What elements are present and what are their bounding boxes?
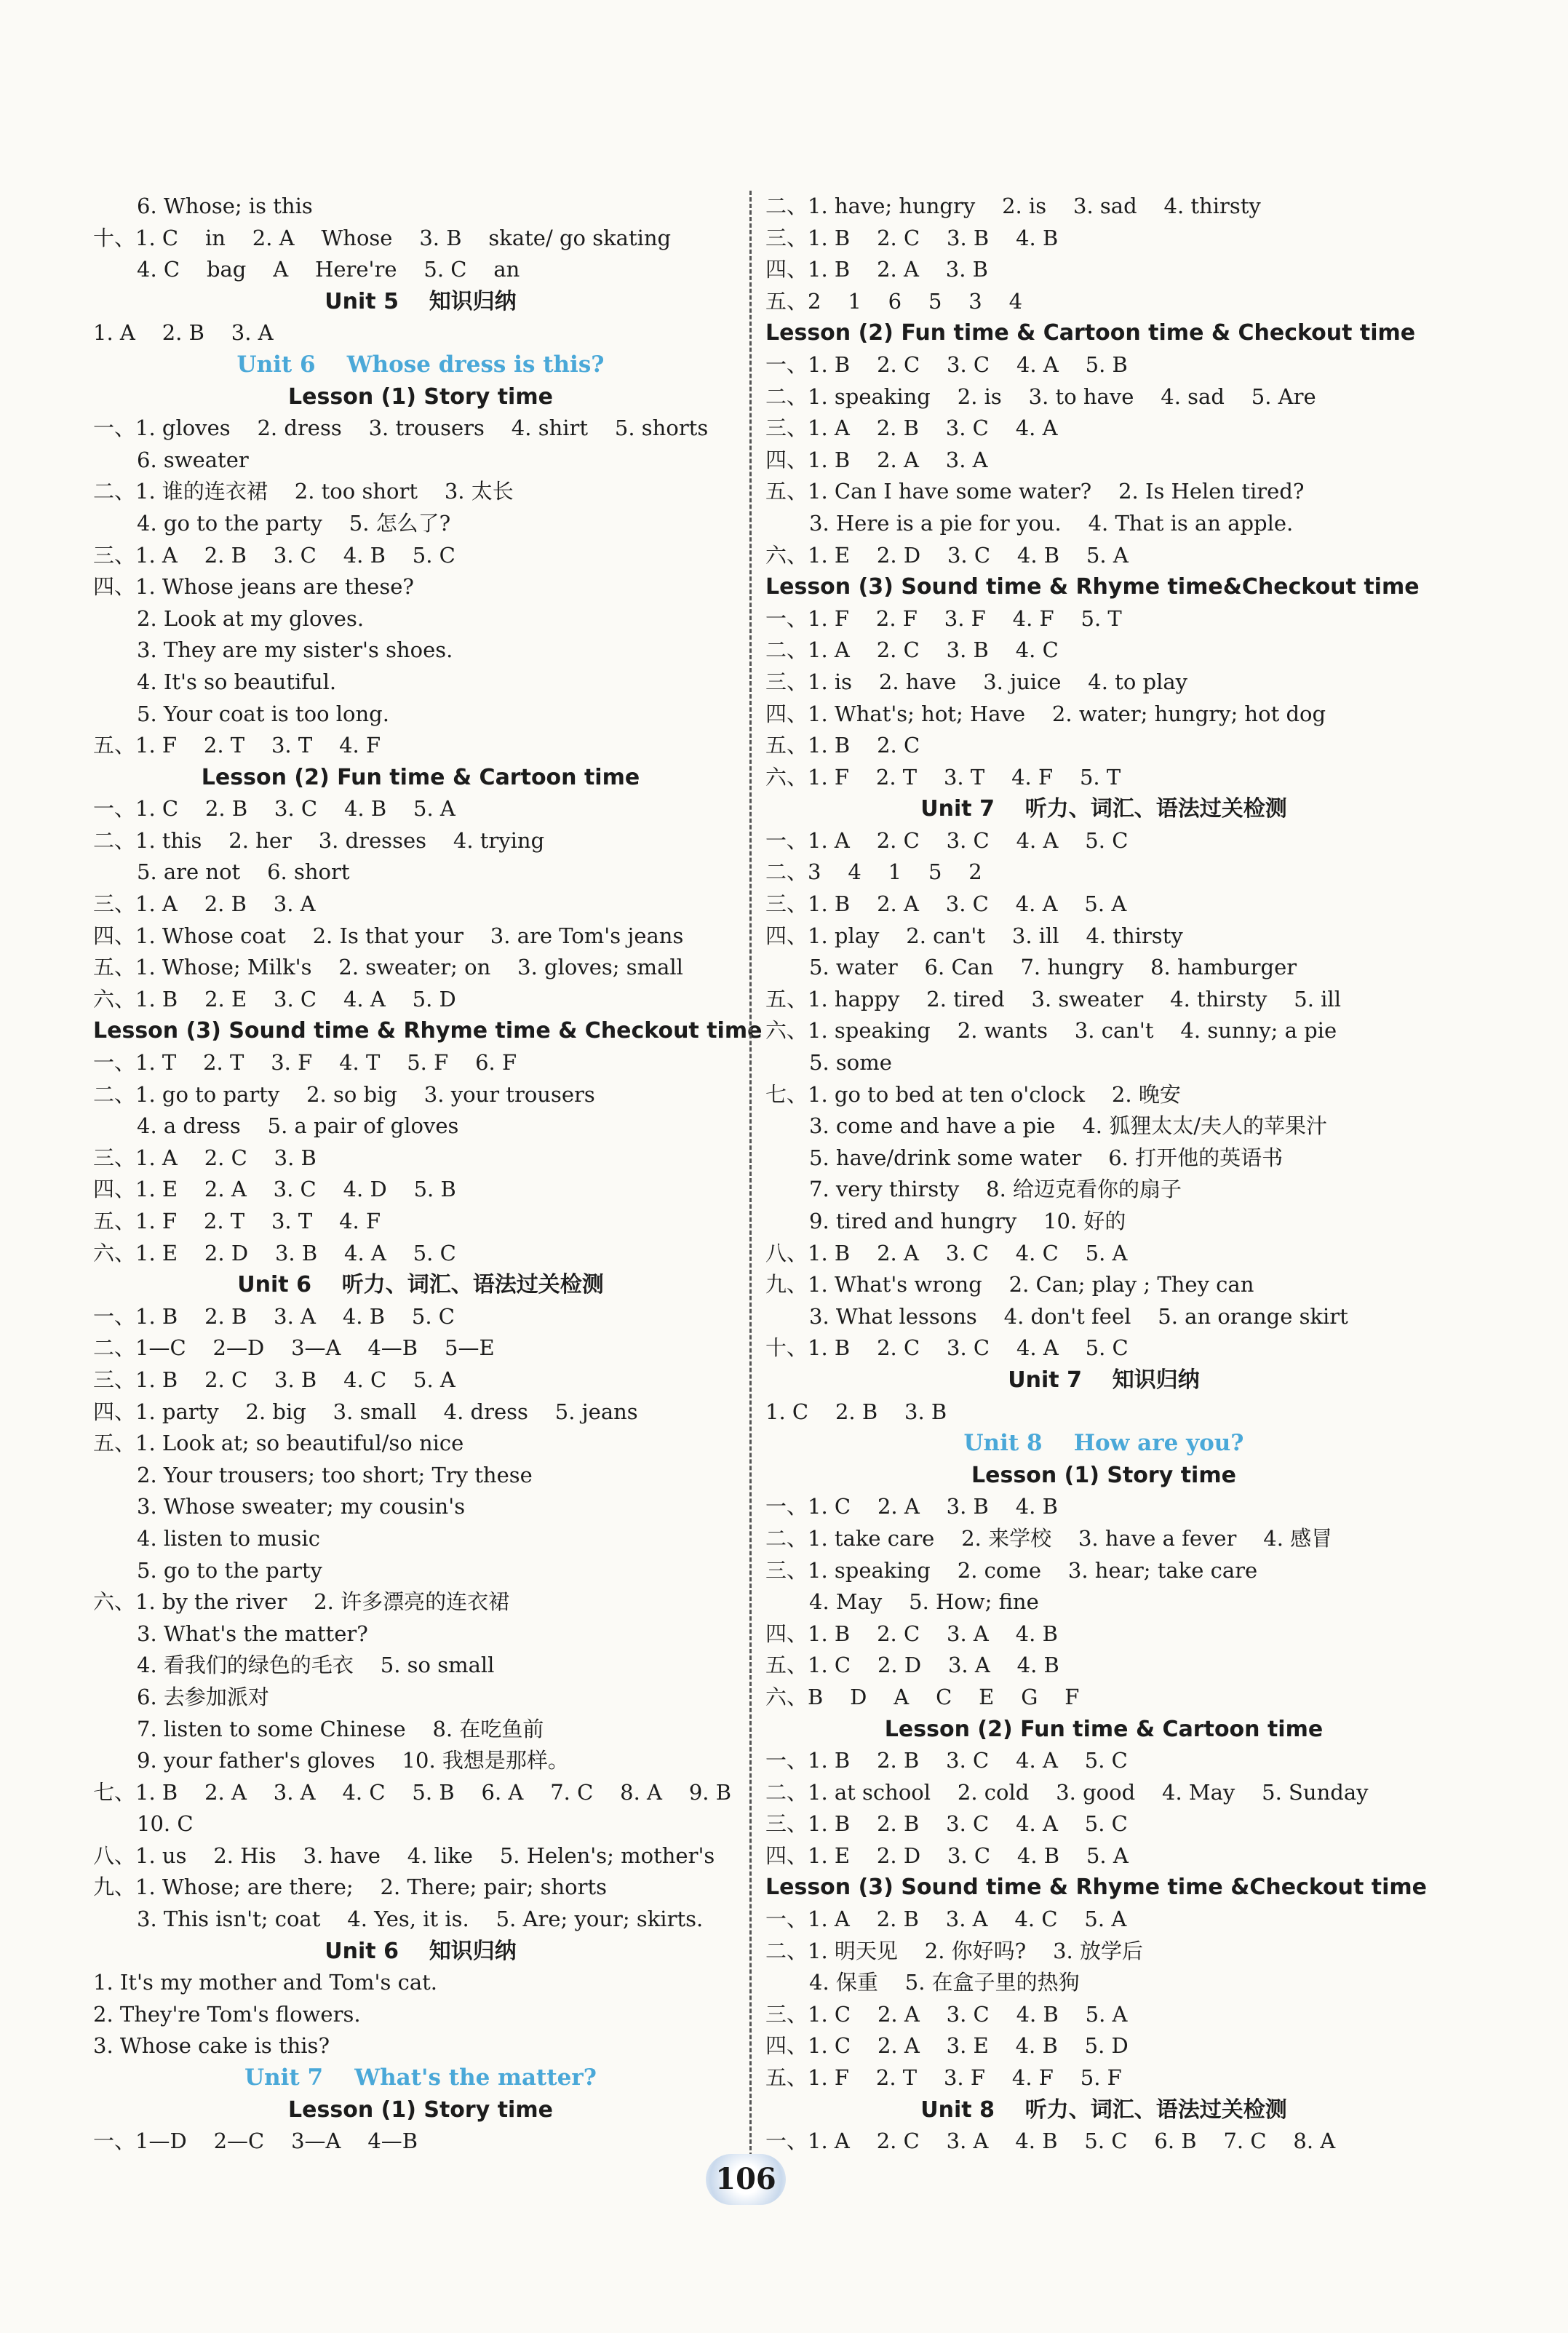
answer-line: 六、1. F 2. T 3. T 4. F 5. T <box>765 764 1121 790</box>
section-heading: Lesson (3) Sound time & Rhyme time & Checkout time <box>93 1018 763 1044</box>
answer-line: 2. Look at my gloves. <box>137 605 365 631</box>
answer-line: 二、1. this 2. her 3. dresses 4. trying <box>93 827 545 853</box>
answer-line: 5. have/drink some water 6. 打开他的英语书 <box>809 1145 1284 1170</box>
answer-line: 三、1. speaking 2. come 3. hear; take care <box>765 1557 1258 1583</box>
answer-line: 一、1. C 2. A 3. B 4. B <box>765 1494 1058 1519</box>
answer-line: 三、1. A 2. B 3. C 4. B 5. C <box>93 542 455 568</box>
answer-line: 八、1. B 2. A 3. C 4. C 5. A <box>765 1240 1128 1265</box>
answer-line: 3. What's the matter? <box>137 1621 368 1646</box>
answer-line: 1. C 2. B 3. B <box>765 1399 947 1424</box>
answer-line: 八、1. us 2. His 3. have 4. like 5. Helen's; mother's <box>93 1843 715 1868</box>
answer-line: 四、1. Whose coat 2. Is that your 3. are Tom's jeans <box>93 923 684 948</box>
answer-line: 十、1. C in 2. A Whose 3. B skate/ go skating <box>93 225 672 250</box>
answer-line: 一、1. A 2. C 3. A 4. B 5. C 6. B 7. C 8. A <box>765 2129 1336 2154</box>
section-heading: Lesson (1) Story time <box>971 1462 1236 1488</box>
answer-line: 5. some <box>809 1050 892 1076</box>
answer-line: 三、1. A 2. B 3. C 4. A <box>765 416 1058 441</box>
answer-line: 七、1. B 2. A 3. A 4. C 5. B 6. A 7. C 8. A 9. B <box>93 1779 732 1805</box>
answer-line: 六、B D A C E G F <box>765 1684 1080 1709</box>
answer-line: 4. listen to music <box>137 1525 320 1551</box>
answer-line: 二、1—C 2—D 3—A 4—B 5—E <box>93 1335 495 1361</box>
answer-line: 五、1. Look at; so beautiful/so nice <box>93 1431 464 1456</box>
section-heading: Unit 8 听力、词汇、语法过关检测 <box>920 2096 1287 2123</box>
answer-line: 7. listen to some Chinese 8. 在吃鱼前 <box>137 1716 544 1741</box>
answer-line: 一、1. gloves 2. dress 3. trousers 4. shirt 5. shorts <box>93 416 709 441</box>
section-heading: Unit 7 听力、词汇、语法过关检测 <box>920 796 1287 822</box>
answer-line: 九、1. Whose; are there; 2. There; pair; shorts <box>93 1875 608 1900</box>
answer-line: 一、1. A 2. C 3. C 4. A 5. C <box>765 827 1129 853</box>
answer-line: 6. 去参加派对 <box>137 1684 269 1709</box>
answer-line: 四、1. party 2. big 3. small 4. dress 5. jeans <box>93 1399 638 1424</box>
section-heading: Unit 7 What's the matter? <box>244 2064 597 2091</box>
answer-line: 一、1. B 2. B 3. C 4. A 5. C <box>765 1748 1128 1773</box>
section-heading: Lesson (2) Fun time & Cartoon time <box>201 764 640 790</box>
answer-line: 二、3 4 1 5 2 <box>765 859 982 885</box>
answer-line: 六、1. E 2. D 3. C 4. B 5. A <box>765 542 1129 568</box>
section-heading: Unit 6 听力、词汇、语法过关检测 <box>237 1272 604 1298</box>
answer-line: 1. A 2. B 3. A <box>93 320 274 346</box>
answer-line: 3. Whose cake is this? <box>93 2033 330 2059</box>
section-heading: Unit 6 知识归纳 <box>325 1938 517 1964</box>
answer-line: 6. sweater <box>137 447 249 472</box>
answer-line: 四、1. B 2. C 3. A 4. B <box>765 1621 1058 1646</box>
answer-line: 5. water 6. Can 7. hungry 8. hamburger <box>809 955 1297 980</box>
answer-line: 四、1. E 2. A 3. C 4. D 5. B <box>93 1177 456 1202</box>
answer-line: 三、1. A 2. C 3. B <box>93 1145 317 1170</box>
answer-line: 4. 保重 5. 在盒子里的热狗 <box>809 1970 1080 1995</box>
answer-line: 九、1. What's wrong 2. Can; play ; They can <box>765 1272 1254 1297</box>
answer-line: 3. come and have a pie 4. 狐狸太太/夫人的苹果汁 <box>809 1113 1327 1139</box>
answer-line: 一、1. T 2. T 3. F 4. T 5. F 6. F <box>93 1050 517 1076</box>
answer-line: 5. are not 6. short <box>137 859 350 885</box>
answer-line: 五、1. F 2. T 3. T 4. F <box>93 733 381 758</box>
answer-line: 4. a dress 5. a pair of gloves <box>137 1113 459 1139</box>
answer-line: 四、1. B 2. A 3. B <box>765 257 988 282</box>
answer-line: 四、1. E 2. D 3. C 4. B 5. A <box>765 1843 1129 1868</box>
section-heading: Unit 8 How are you? <box>963 1430 1244 1457</box>
answer-line: 7. very thirsty 8. 给迈克看你的扇子 <box>809 1177 1182 1202</box>
answer-line: 四、1. What's; hot; Have 2. water; hungry; hot dog <box>765 701 1326 726</box>
answer-line: 4. May 5. How; fine <box>809 1589 1039 1615</box>
answer-line: 三、1. B 2. B 3. C 4. A 5. C <box>765 1811 1128 1837</box>
answer-line: 二、1. 明天见 2. 你好吗? 3. 放学后 <box>765 1938 1143 1963</box>
answer-line: 五、2 1 6 5 3 4 <box>765 288 1023 314</box>
answer-line: 二、1. have; hungry 2. is 3. sad 4. thirsty <box>765 194 1261 218</box>
answer-line: 三、1. is 2. have 3. juice 4. to play <box>765 669 1188 694</box>
answer-line: 四、1. play 2. can't 3. ill 4. thirsty <box>765 923 1183 948</box>
section-heading: Unit 5 知识归纳 <box>325 288 517 314</box>
answer-line: 五、1. happy 2. tired 3. sweater 4. thirsty 5. ill <box>765 986 1341 1012</box>
answer-line: 5. go to the party <box>137 1557 322 1583</box>
answer-line: 六、1. E 2. D 3. B 4. A 5. C <box>93 1240 456 1265</box>
right-column <box>765 191 1442 2158</box>
answer-line: 三、1. B 2. C 3. B 4. B <box>765 225 1059 250</box>
answer-line: 4. It's so beautiful. <box>137 669 337 694</box>
answer-line: 六、1. speaking 2. wants 3. can't 4. sunny; a pie <box>765 1018 1337 1044</box>
answer-line: 三、1. A 2. B 3. A <box>93 891 316 917</box>
answer-line: 一、1. B 2. C 3. C 4. A 5. B <box>765 351 1128 377</box>
answer-line: 二、1. take care 2. 来学校 3. have a fever 4. 感冒 <box>765 1525 1333 1551</box>
section-heading: Lesson (2) Fun time & Cartoon time & Checkout time <box>765 320 1416 346</box>
left-column <box>93 191 763 2158</box>
section-heading: Lesson (3) Sound time & Rhyme time &Checkout time <box>765 1875 1427 1901</box>
page-number: 106 <box>706 2154 786 2205</box>
answer-line: 二、1. A 2. C 3. B 4. C <box>765 637 1059 663</box>
section-heading: Lesson (1) Story time <box>288 383 553 410</box>
answer-line: 六、1. by the river 2. 许多漂亮的连衣裙 <box>93 1589 510 1615</box>
answer-line: 4. C bag A Here're 5. C an <box>137 257 520 282</box>
answer-line: 一、1. F 2. F 3. F 4. F 5. T <box>765 605 1122 631</box>
answer-line: 三、1. C 2. A 3. C 4. B 5. A <box>765 2001 1128 2027</box>
answer-line: 七、1. go to bed at ten o'clock 2. 晚安 <box>765 1081 1181 1107</box>
section-heading: Lesson (1) Story time <box>288 2096 553 2123</box>
answer-line: 四、1. Whose jeans are these? <box>93 574 414 600</box>
answer-line: 6. Whose; is this <box>137 194 313 218</box>
answer-line: 十、1. B 2. C 3. C 4. A 5. C <box>765 1335 1129 1361</box>
answer-line: 10. C <box>137 1811 194 1837</box>
section-heading: Unit 6 Whose dress is this? <box>236 351 605 378</box>
answer-line: 三、1. B 2. C 3. B 4. C 5. A <box>93 1367 455 1392</box>
answer-line: 五、1. Can I have some water? 2. Is Helen tired? <box>765 479 1305 504</box>
answer-line: 四、1. B 2. A 3. A <box>765 447 988 472</box>
answer-line: 一、1. A 2. B 3. A 4. C 5. A <box>765 1907 1127 1932</box>
answer-line: 2. They're Tom's flowers. <box>93 2001 361 2027</box>
answer-line: 3. Whose sweater; my cousin's <box>137 1494 466 1519</box>
answer-line: 五、1. Whose; Milk's 2. sweater; on 3. gloves; small <box>93 955 683 980</box>
answer-line: 9. your father's gloves 10. 我想是那样。 <box>137 1748 569 1773</box>
answer-line: 二、1. 谁的连衣裙 2. too short 3. 太长 <box>93 479 514 504</box>
answer-line: 三、1. B 2. A 3. C 4. A 5. A <box>765 891 1127 917</box>
answer-line: 五、1. B 2. C <box>765 733 920 758</box>
answer-line: 五、1. F 2. T 3. T 4. F <box>93 1209 381 1233</box>
answer-line: 2. Your trousers; too short; Try these <box>137 1462 533 1487</box>
answer-line: 3. This isn't; coat 4. Yes, it is. 5. Are; your; skirts. <box>137 1907 704 1932</box>
answer-line: 1. It's my mother and Tom's cat. <box>93 1970 437 1995</box>
answer-line: 3. They are my sister's shoes. <box>137 637 453 663</box>
answer-line: 3. What lessons 4. don't feel 5. an orange skirt <box>809 1303 1348 1329</box>
answer-line: 五、1. C 2. D 3. A 4. B <box>765 1653 1059 1678</box>
answer-line: 一、1—D 2—C 3—A 4—B <box>93 2129 418 2154</box>
answer-line: 3. Here is a pie for you. 4. That is an apple. <box>809 510 1294 536</box>
answer-line: 一、1. B 2. B 3. A 4. B 5. C <box>93 1303 455 1329</box>
answer-line: 9. tired and hungry 10. 好的 <box>809 1209 1126 1233</box>
answer-line: 二、1. go to party 2. so big 3. your trousers <box>93 1081 595 1107</box>
answer-line: 二、1. at school 2. cold 3. good 4. May 5. Sunday <box>765 1779 1369 1805</box>
section-heading: Unit 7 知识归纳 <box>1008 1367 1200 1393</box>
answer-line: 六、1. B 2. E 3. C 4. A 5. D <box>93 986 456 1012</box>
section-heading: Lesson (2) Fun time & Cartoon time <box>884 1716 1324 1742</box>
answer-line: 二、1. speaking 2. is 3. to have 4. sad 5. Are <box>765 383 1316 409</box>
answer-line: 五、1. F 2. T 3. F 4. F 5. F <box>765 2065 1122 2091</box>
answer-line: 四、1. C 2. A 3. E 4. B 5. D <box>765 2033 1129 2059</box>
answer-line: 一、1. C 2. B 3. C 4. B 5. A <box>93 796 455 822</box>
answer-line: 4. 看我们的绿色的毛衣 5. so small <box>137 1653 495 1678</box>
section-heading: Lesson (3) Sound time & Rhyme time&Checkout time <box>765 574 1420 600</box>
answer-line: 4. go to the party 5. 怎么了? <box>137 510 451 536</box>
answer-line: 5. Your coat is too long. <box>137 701 389 726</box>
column-divider <box>749 191 752 2170</box>
